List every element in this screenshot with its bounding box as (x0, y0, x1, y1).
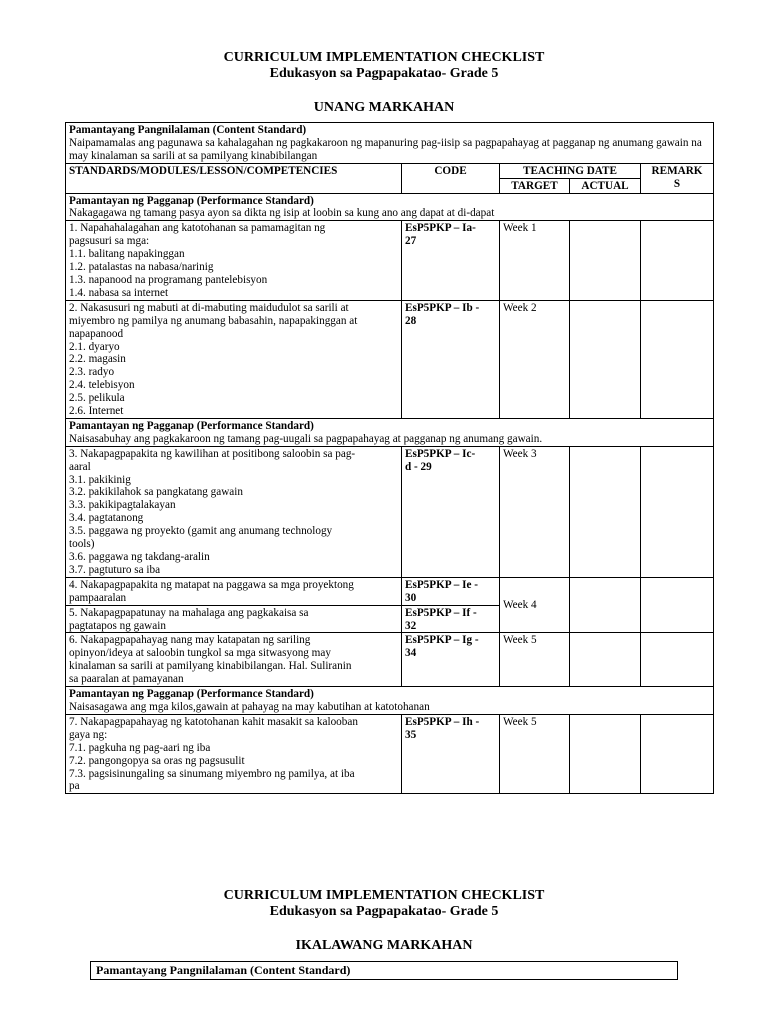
code-cell: EsP5PKP – If - 32 (402, 605, 500, 633)
actual-cell (570, 446, 641, 577)
code-cell: EsP5PKP – Ig - 34 (402, 633, 500, 687)
quarter-title: IKALAWANG MARKAHAN (295, 938, 473, 953)
target-cell: Week 1 (500, 221, 570, 300)
competency-cell: 5. Nakapagpapatunay na mahalaga ang pagkakaisa sa pagtatapos ng gawain (66, 605, 402, 633)
competency-row (66, 446, 714, 577)
competency-cell: 1. Napahahalagahan ang katotohanan sa pamamagitan ng pagsusuri sa mga: 1.1. balitang napakinggan 1.2. patalastas na nabasa/narinig 1.3. napanood na programang pantelebisyon 1.4. nabasa sa internet (66, 221, 402, 300)
code-cell: EsP5PKP – Ib - 28 (402, 300, 500, 418)
checklist-subject: Edukasyon sa Pagpapakatao- Grade 5 (269, 66, 499, 81)
teaching-date-header: TEACHING DATE (500, 163, 641, 178)
competency-row (66, 300, 714, 418)
actual-cell (570, 221, 641, 300)
remarks-cell (641, 300, 714, 418)
content-standard-label: Pamantayang Pangnilalaman (Content Standard) (69, 124, 307, 136)
competency-row (66, 577, 714, 605)
target-cell: Week 2 (500, 300, 570, 418)
actual-cell (570, 714, 641, 793)
performance-standard-label: Pamantayan ng Pagganap (Performance Standard) (69, 194, 314, 207)
competency-cell: 3. Nakapagpapakita ng kawilihan at positibong saloobin sa pag- aaral 3.1. pakikinig 3.2. pakikilahok sa pangkatang gawain 3.3. pakikipagtalakayan 3.4. pagtatanong 3.5. paggawa ng proyekto (gamit ang anumang technology tools) 3.6. paggawa ng takdang-aralin 3.7. pagtuturo sa iba (66, 446, 402, 577)
performance-standard-row (66, 687, 714, 715)
actual-header: ACTUAL (570, 178, 641, 193)
competency-cell: 6. Nakapagpapahayag nang may katapatan ng sariling opinyon/ideya at saloobin tungkol sa mga sitwasyong may kinalaman sa sarili at pamilyang kinabibilangan. Hal. Suliranin sa paaralan at pamayanan (66, 633, 402, 687)
code-cell: EsP5PKP – Ie - 30 (402, 577, 500, 605)
competencies-header: STANDARDS/MODULES/LESSON/COMPETENCIES (66, 163, 402, 193)
target-cell: Week 3 (500, 446, 570, 577)
performance-standard-label: Pamantayan ng Pagganap (Performance Standard) (69, 419, 314, 432)
performance-standard-row (66, 418, 714, 446)
competency-row (66, 221, 714, 300)
remarks-header: REMARK S (641, 163, 714, 193)
content-standard-text: Naipamamalas ang pagunawa sa kahalagahan ng pagkakaroon ng mapanuring pag-iisip sa pagpapahayag at pagganap ng anumang gawain na may kinalaman sa sarili at sa pamilyang kinabibilangan (69, 136, 702, 162)
remarks-cell (641, 577, 714, 633)
remarks-cell (641, 633, 714, 687)
competency-row (66, 633, 714, 687)
remarks-cell (641, 714, 714, 793)
code-cell: EsP5PKP – Ic- d - 29 (402, 446, 500, 577)
performance-standard-text: Naisasagawa ang mga kilos,gawain at pahayag na may kabutihan at katotohanan (69, 700, 430, 713)
target-cell: Week 5 (500, 714, 570, 793)
checklist-title: CURRICULUM IMPLEMENTATION CHECKLIST (223, 50, 545, 65)
checklist-title: CURRICULUM IMPLEMENTATION CHECKLIST (223, 888, 545, 903)
checklist-header-q2 (0, 888, 768, 954)
competency-cell: 4. Nakapagpapakita ng matapat na paggawa sa mga proyektong pampaaralan (66, 577, 402, 605)
quarter-title: UNANG MARKAHAN (313, 100, 455, 115)
code-cell: EsP5PKP – Ih - 35 (402, 714, 500, 793)
column-header-row (66, 163, 714, 178)
code-header: CODE (402, 163, 500, 193)
remarks-cell (641, 221, 714, 300)
curriculum-table-q2 (90, 961, 678, 980)
competency-row (66, 714, 714, 793)
content-standard-row (66, 123, 714, 164)
actual-cell (570, 577, 641, 633)
curriculum-table-q1 (65, 122, 714, 794)
performance-standard-text: Naisasabuhay ang pagkakaroon ng tamang pag-uugali sa pagpapahayag at pagganap ng anumang gawain. (69, 432, 543, 445)
performance-standard-row (66, 193, 714, 221)
target-cell: Week 5 (500, 633, 570, 687)
content-standard-label: Pamantayang Pangnilalaman (Content Standard) (91, 962, 678, 980)
actual-cell (570, 633, 641, 687)
checklist-subject: Edukasyon sa Pagpapakatao- Grade 5 (269, 904, 499, 919)
competency-cell: 2. Nakasusuri ng mabuti at di-mabuting maidudulot sa sarili at miyembro ng pamilya ng anumang babasahin, napapakinggan at napapanood 2.1. dyaryo 2.2. magasin 2.3. radyo 2.4. telebisyon 2.5. pelikula 2.6. Internet (66, 300, 402, 418)
checklist-header-q1 (0, 50, 768, 116)
code-cell: EsP5PKP – Ia- 27 (402, 221, 500, 300)
performance-standard-text: Nakagagawa ng tamang pasya ayon sa dikta ng isip at loobin sa kung ano ang dapat at di-dapat (69, 207, 495, 220)
performance-standard-label: Pamantayan ng Pagganap (Performance Standard) (69, 688, 314, 701)
competency-cell: 7. Nakapagpapahayag ng katotohanan kahit masakit sa kalooban gaya ng: 7.1. pagkuha ng pag-aari ng iba 7.2. pangongopya sa oras ng pagsusulit 7.3. pagsisinungaling sa sinumang miyembro ng pamilya, at iba pa (66, 714, 402, 793)
target-header: TARGET (500, 178, 570, 193)
target-cell: Week 4 (500, 577, 570, 633)
remarks-cell (641, 446, 714, 577)
actual-cell (570, 300, 641, 418)
